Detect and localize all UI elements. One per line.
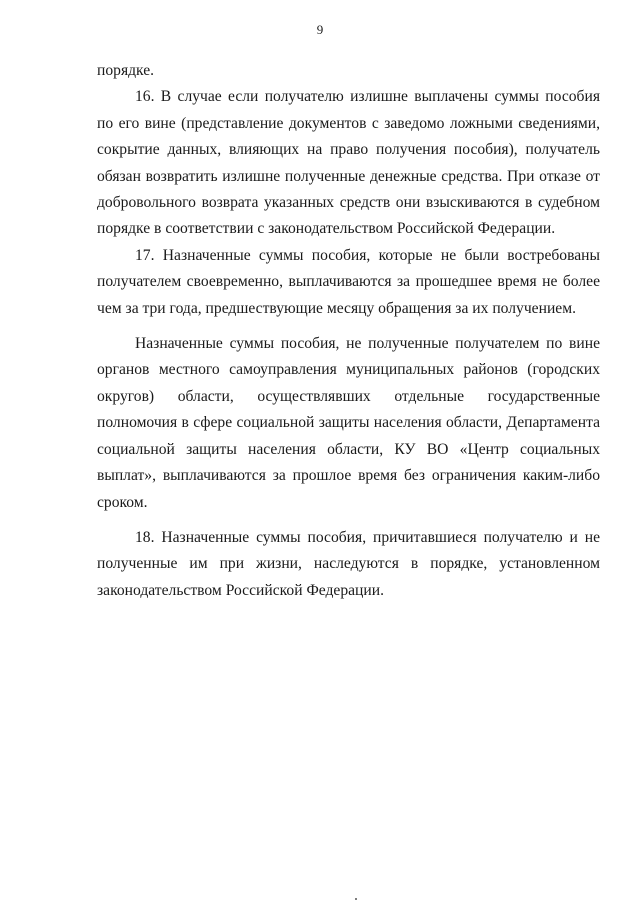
paragraph-17: 17. Назначенные суммы пособия, которые не были востребованы получателем своевременно, выплачиваются за прошедшее время не более чем за три года, предшествующие месяцу обращения за их получением. <box>97 246 600 317</box>
document-body <box>97 58 600 604</box>
scan-mark <box>355 898 357 900</box>
paragraph-17-second: Назначенные суммы пособия, не полученные получателем по вине органов местного самоуправления муниципальных районов (городских округов) области, осуществлявших отдельные государственные полномочия в сфере социальной защиты населения области, Департамента социальной защиты населения области, КУ ВО «Центр социальных выплат», выплачиваются за прошлое время без ограничения каким-либо сроком. <box>97 335 600 511</box>
paragraph-16: 16. В случае если получателю излишне выплачены суммы пособия по его вине (представление документов с заведомо ложными сведениями, сокрытие данных, влияющих на право получения пособия), получатель обязан возвратить излишне полученные денежные средства. При отказе от добровольного возврата указанных средств они взыскиваются в судебном порядке в соответствии с законодательством Российской Федерации. <box>97 88 600 238</box>
paragraph-18: 18. Назначенные суммы пособия, причитавшиеся получателю и не полученные им при жизни, наследуются в порядке, установленном законодательством Российской Федерации. <box>97 528 600 599</box>
page-number: 9 <box>316 22 324 37</box>
paragraph-continuation: порядке. <box>97 62 155 79</box>
